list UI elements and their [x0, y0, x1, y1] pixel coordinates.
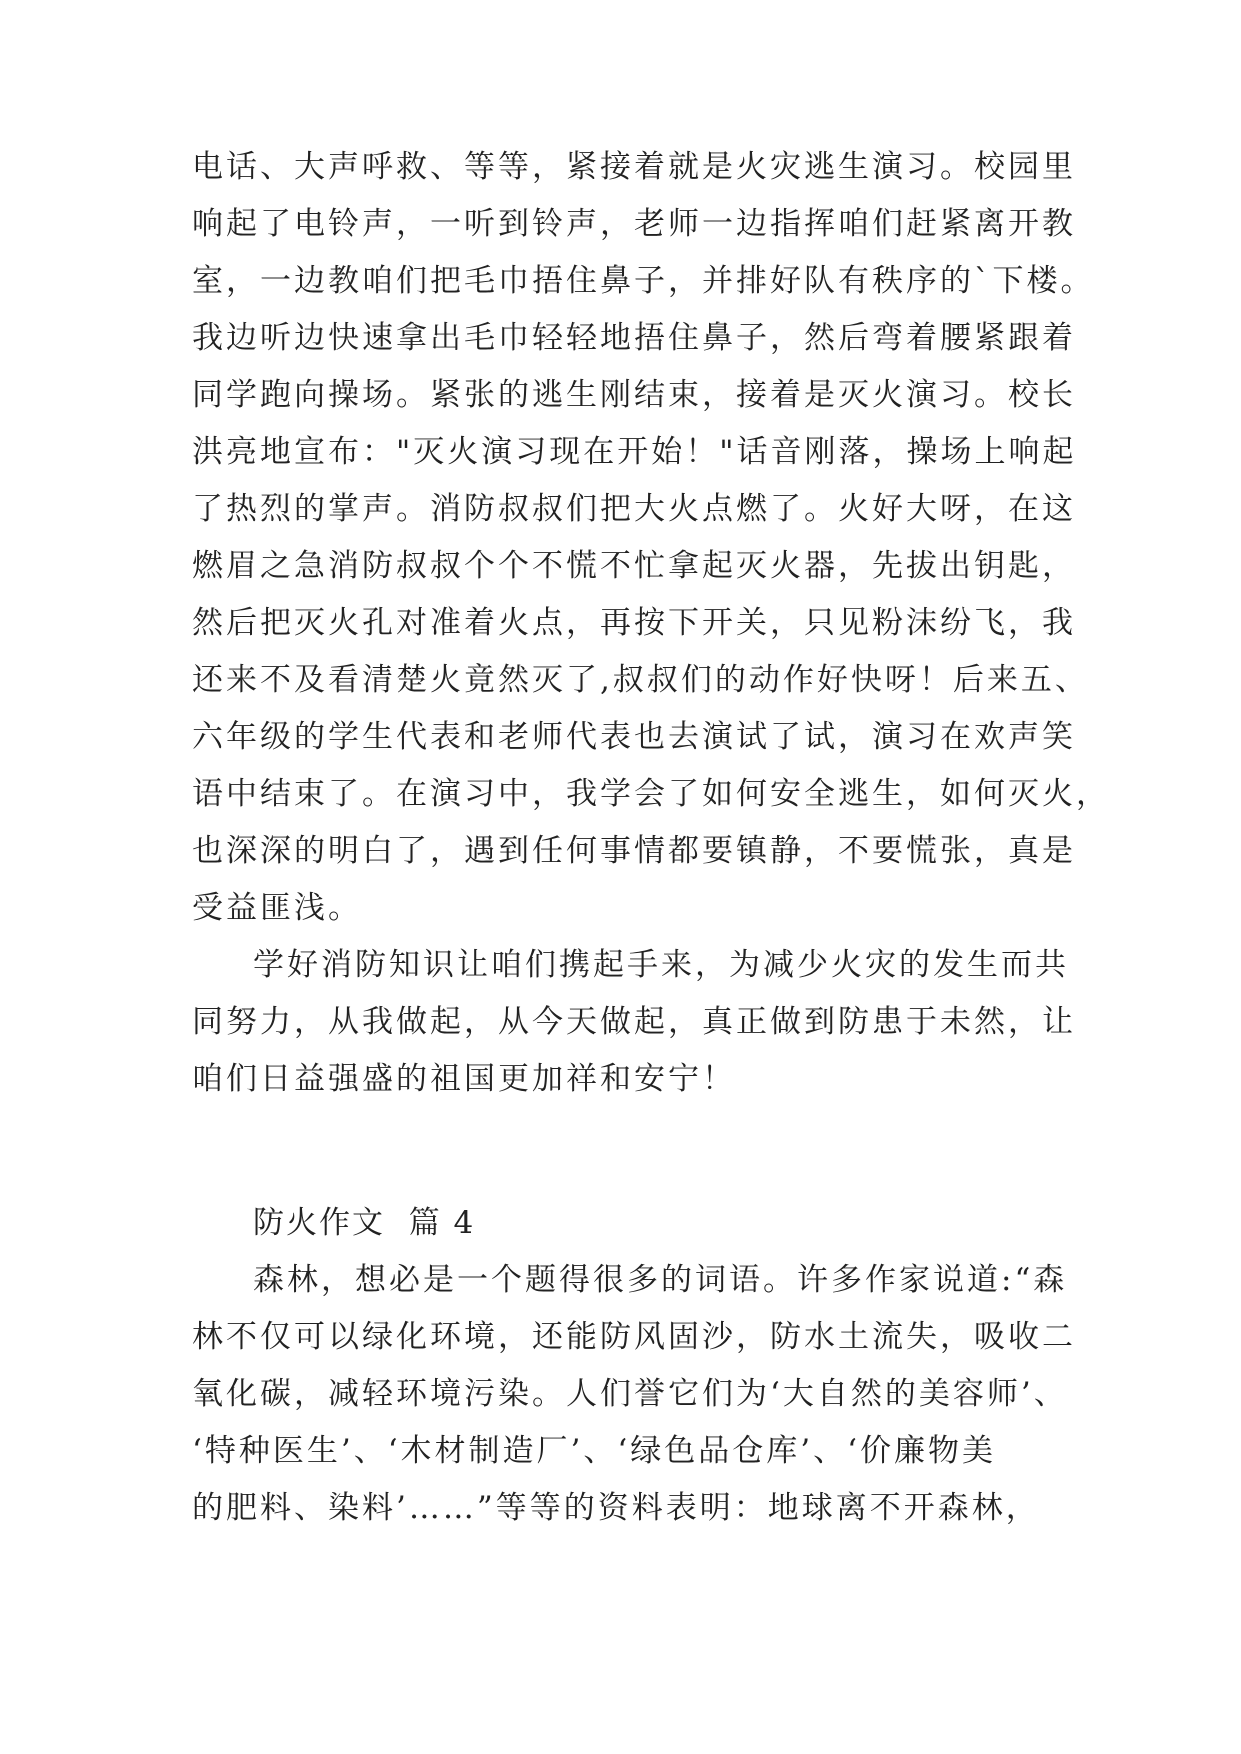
paragraph-line: 受益匪浅。 [192, 890, 362, 926]
paragraph-line: 咱们日益强盛的祖国更加祥和安宁！ [192, 1061, 736, 1097]
paragraph-line: 同努力，从我做起，从今天做起，真正做到防患于未然，让 [192, 1004, 1076, 1040]
paragraph-line: 氧化碳，减轻环境污染。人们誉它们为‘大自然的美容师’、 [192, 1376, 1068, 1412]
paragraph-line: 响起了电铃声，一听到铃声，老师一边指挥咱们赶紧离开教 [192, 206, 1076, 242]
paragraph-line: ‘特种医生’、‘木材制造厂’、‘绿色品仓库’、‘价廉物美 [192, 1433, 996, 1469]
paragraph-line: 还来不及看清楚火竟然灭了,叔叔们的动作好快呀！后来五、 [192, 662, 1089, 698]
paragraph-line: 我边听边快速拿出毛巾轻轻地捂住鼻子，然后弯着腰紧跟着 [192, 320, 1076, 356]
paragraph-line: 同学跑向操场。紧张的逃生刚结束，接着是灭火演习。校长 [192, 377, 1076, 413]
paragraph-line: 室，一边教咱们把毛巾捂住鼻子，并排好队有秩序的`下楼。 [192, 263, 1095, 299]
paragraph-line: 学好消防知识让咱们携起手来，为减少火灾的发生而共 [253, 947, 1069, 983]
paragraph-line: 语中结束了。在演习中，我学会了如何安全逃生，如何灭火， [192, 776, 1110, 812]
paragraph-line: 森林，想必是一个题得很多的词语。许多作家说道:“森 [253, 1262, 1068, 1298]
paragraph-line: 洪亮地宣布："灭火演习现在开始！"话音刚落，操场上响起 [192, 434, 1077, 470]
paragraph-line: 也深深的明白了，遇到任何事情都要镇静，不要慌张，真是 [192, 833, 1076, 869]
paragraph-line: 六年级的学生代表和老师代表也去演试了试，演习在欢声笑 [192, 719, 1076, 755]
paragraph-line: 电话、大声呼救、等等，紧接着就是火灾逃生演习。校园里 [192, 149, 1076, 185]
paragraph-line: 的肥料、染料’……”等等的资料表明：地球离不开森林， [192, 1490, 1040, 1526]
paragraph-line: 燃眉之急消防叔叔个个不慌不忙拿起灭火器，先拔出钥匙， [192, 548, 1076, 584]
section-heading: 防火作文 篇 4 [253, 1205, 476, 1241]
paragraph-line: 了热烈的掌声。消防叔叔们把大火点燃了。火好大呀，在这 [192, 491, 1076, 527]
paragraph-line: 然后把灭火孔对准着火点，再按下开关，只见粉沫纷飞，我 [192, 605, 1076, 641]
paragraph-line: 林不仅可以绿化环境，还能防风固沙，防水土流失，吸收二 [192, 1319, 1076, 1355]
